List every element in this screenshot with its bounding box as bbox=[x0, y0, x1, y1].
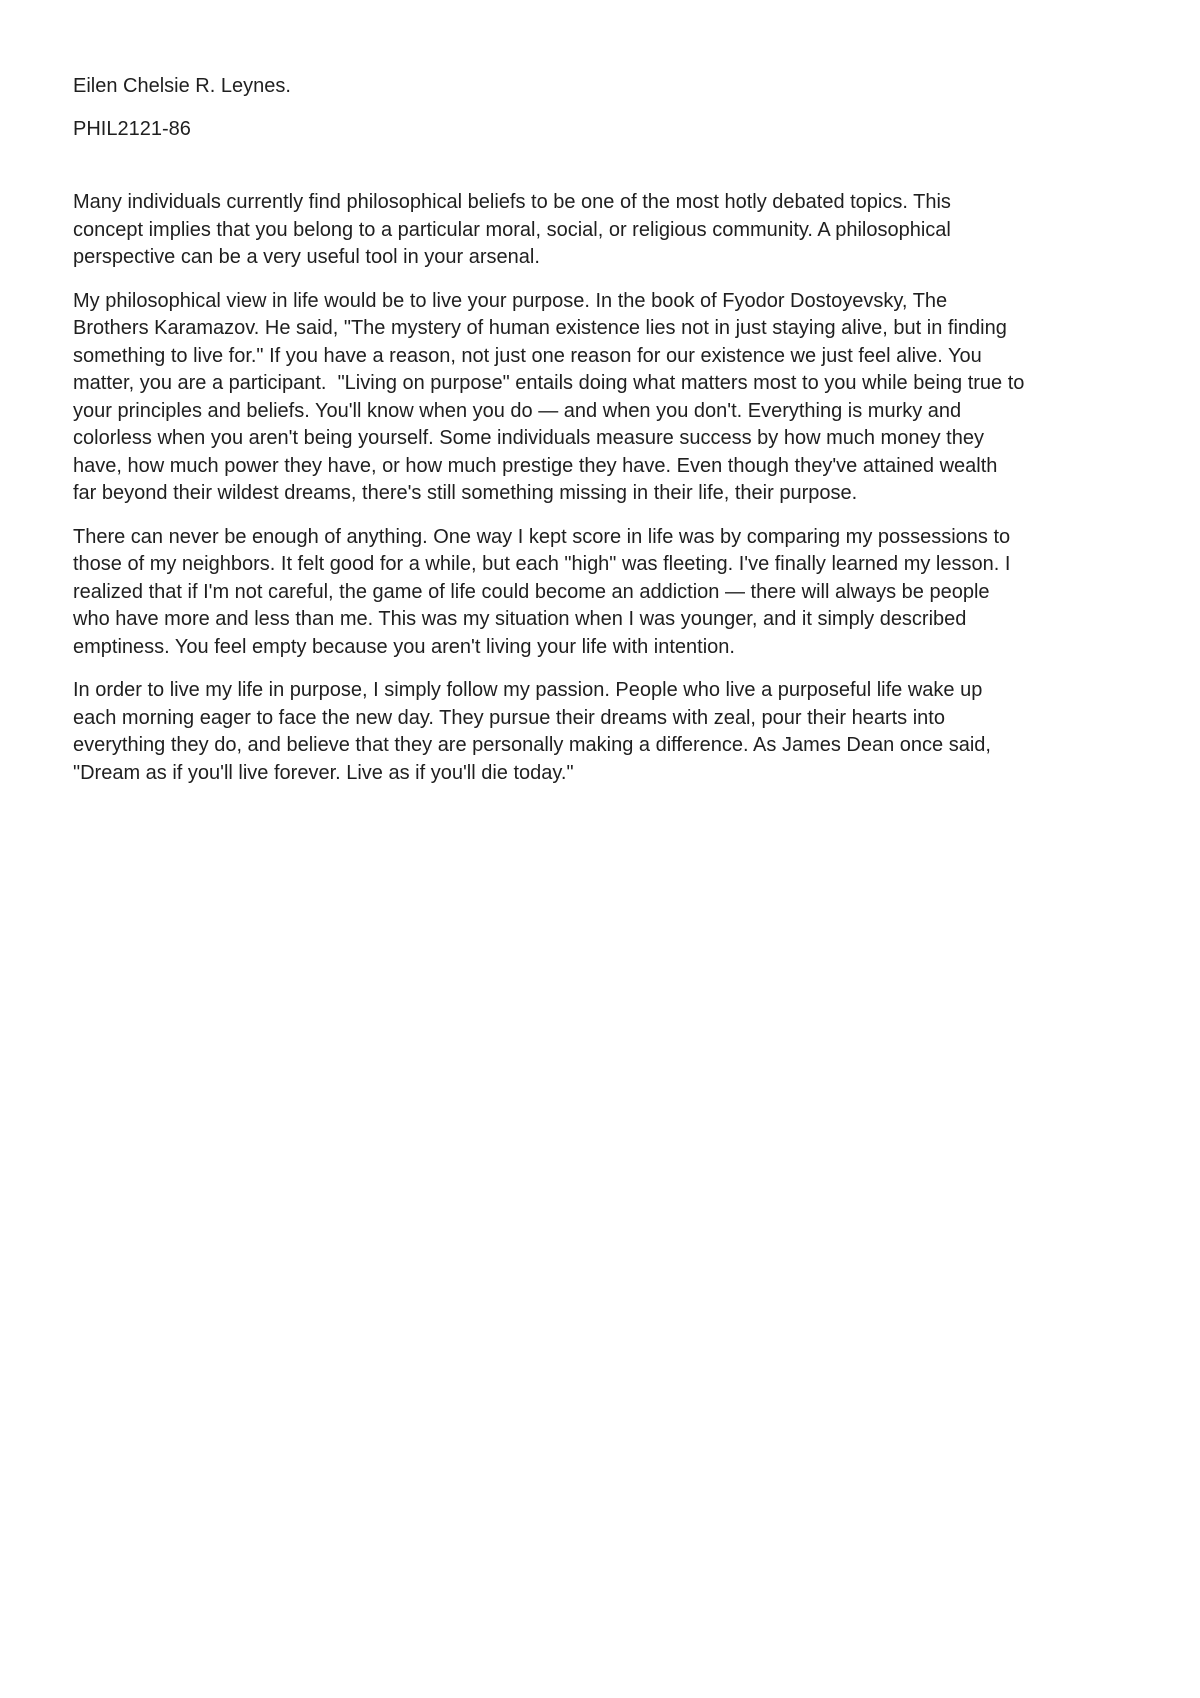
paragraph-1 bbox=[73, 189, 1133, 272]
paragraph-line: In order to live my life in purpose, I simply follow my passion. People who live a purposeful life wake up bbox=[73, 679, 983, 701]
paragraph-line: My philosophical view in life would be to live your purpose. In the book of Fyodor Dostoyevsky, The bbox=[73, 289, 948, 312]
paragraph-line: matter, you are a participant. "Living on purpose" entails doing what matters most to you while being true to bbox=[73, 372, 1025, 394]
paragraph-line: far beyond their wildest dreams, there's still something missing in their life, their purpose. bbox=[73, 482, 858, 504]
paragraph-line: emptiness. You feel empty because you aren't living your life with intention. bbox=[73, 635, 735, 658]
paragraph-line: Many individuals currently find philosophical beliefs to be one of the most hotly debated topics. This bbox=[73, 191, 951, 213]
author-name: Eilen Chelsie R. Leynes. bbox=[73, 75, 291, 97]
header-spacer bbox=[73, 159, 1133, 189]
paragraph-line: realized that if I'm not careful, the game of life could become an addiction — there will always be people bbox=[73, 580, 990, 603]
paragraph-4 bbox=[73, 677, 1133, 787]
paragraph-3 bbox=[73, 524, 1133, 662]
paragraph-line: everything they do, and believe that they are personally making a difference. As James Dean once said, bbox=[73, 734, 991, 756]
paragraph-2 bbox=[73, 288, 1133, 508]
paragraph-line: your principles and beliefs. You'll know when you do — and when you don't. Everything is murky and bbox=[73, 399, 962, 422]
paragraph-line: Brothers Karamazov. He said, "The mystery of human existence lies not in just staying alive, but in finding bbox=[73, 317, 1007, 339]
paragraph-line: those of my neighbors. It felt good for a while, but each "high" was fleeting. I've finally learned my lesson. I bbox=[73, 553, 1011, 575]
course-code: PHIL2121-86 bbox=[73, 118, 191, 140]
paragraph-line: perspective can be a very useful tool in your arsenal. bbox=[73, 246, 540, 268]
paragraph-line: "Dream as if you'll live forever. Live as if you'll die today." bbox=[73, 761, 574, 784]
paragraph-line: colorless when you aren't being yourself. Some individuals measure success by how much money they bbox=[73, 427, 984, 449]
paragraph-line: something to live for." If you have a reason, not just one reason for our existence we just feel alive. You bbox=[73, 344, 982, 367]
document-body bbox=[73, 73, 1133, 803]
paragraph-line: There can never be enough of anything. One way I kept score in life was by comparing my possessions to bbox=[73, 525, 1011, 548]
paragraph-line: each morning eager to face the new day. They pursue their dreams with zeal, pour their hearts into bbox=[73, 706, 945, 729]
paragraph-line: concept implies that you belong to a particular moral, social, or religious community. A philosophical bbox=[73, 218, 951, 241]
paragraph-line: who have more and less than me. This was my situation when I was younger, and it simply described bbox=[73, 608, 967, 630]
paragraph-line: have, how much power they have, or how much prestige they have. Even though they've attained wealth bbox=[73, 454, 998, 477]
